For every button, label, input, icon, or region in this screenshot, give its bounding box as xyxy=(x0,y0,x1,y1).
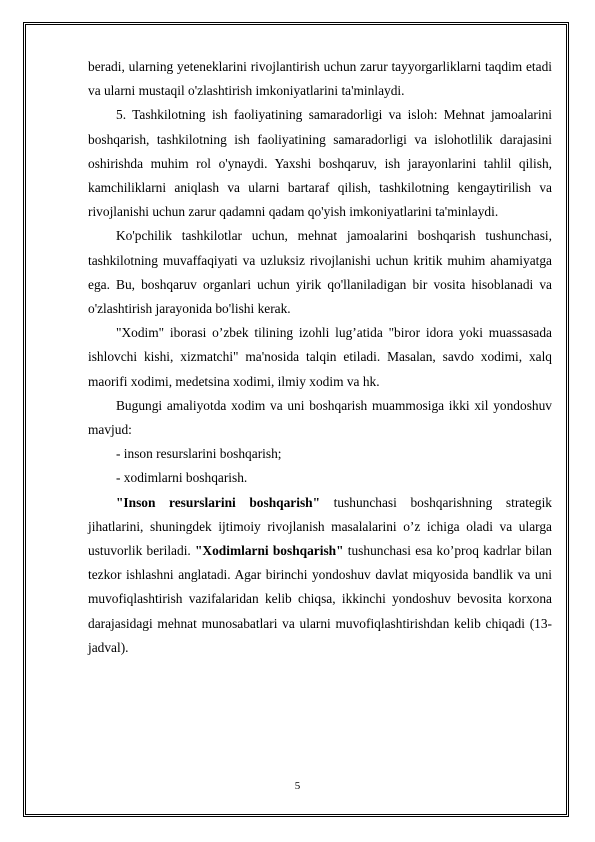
document-body xyxy=(88,55,552,660)
paragraph-management-importance: Ko'pchilik tashkilotlar uchun, mehnat jamoalarini boshqarish tushunchasi, tashkilotning muvaffaqiyati va uzluksiz rivojlanishi uchun kritik muhim ahamiyatga ega. Bu, boshqaruv organlari uchun yirik qo'llaniladigan bir vosita hisoblanadi va o'zlashtirish jarayonida bo'lishi kerak. xyxy=(88,228,552,317)
paragraph-two-approaches: Bugungi amaliyotda xodim va uni boshqarish muammosiga ikki xil yondoshuv mavjud: xyxy=(88,397,552,438)
paragraph-item-5: 5. Tashkilotning ish faoliyatining samaradorligi va isloh: Mehnat jamoalarini boshqarish, tashkilotning ish faoliyatining samaradorligi va islohotlilik darajasini oshirishda muhim rol o'ynaydi. Yaxshi boshqaruv, ish jarayonlarini tahlil qilish, kamchiliklarni aniqlash va ularni bartaraf qilish, tashkilotning kengaytirilish va rivojlanishi uchun zarur qadamni qadam qo'yish imkoniyatlarini ta'minlaydi. xyxy=(88,107,552,220)
term-personnel-management: "Xodimlarni boshqarish" xyxy=(194,543,344,559)
paragraph-xodim-definition: "Xodim" iborasi o’zbek tilining izohli lug’atida "biror idora yoki muassasada ishlovchi kishi, xizmatchi" ma'nosida talqin etiladi. Masalan, savdo xodimi, xalq maorifi xodimi, medetsina xodimi, ilmiy xodim va hk. xyxy=(88,325,552,389)
paragraph-approach-comparison xyxy=(88,491,552,660)
text-human-resources: tushunchasi boshqarishning strategik jihatlarini, shuningdek ijtimoiy rivojlanish masalalarini o’z ichiga oladi va ularga ustuvorlik beriladi. xyxy=(88,494,552,559)
term-human-resources: "Inson resurslarini boshqarish" xyxy=(116,494,321,510)
paragraph-continuation: beradi, ularning yeteneklarini rivojlantirish uchun zarur tayyorgarliklarni taqdim etadi va ularni mustaqil o'zlashtirish imkoniyatlarini ta'minlaydi. xyxy=(88,59,552,99)
list-item-personnel: - xodimlarni boshqarish. xyxy=(116,470,248,486)
list-item-human-resources: - inson resurslarini boshqarish; xyxy=(116,446,282,462)
text-personnel-management: tushunchasi esa ko’proq kadrlar bilan tezkor ishlashni anglatadi. Agar birinchi yondoshuv davlat miqyosida bandlik va uni muvofiqlashtirish vazifalaridan kelib chiqsa, ikkinchi yondoshuv bevosita korxona darajasidagi mehnat munosabatlari va ularni muvofiqlashtirishdan kelib chiqadi (13-jadval). xyxy=(88,543,553,655)
page-number: 5 xyxy=(294,780,301,792)
